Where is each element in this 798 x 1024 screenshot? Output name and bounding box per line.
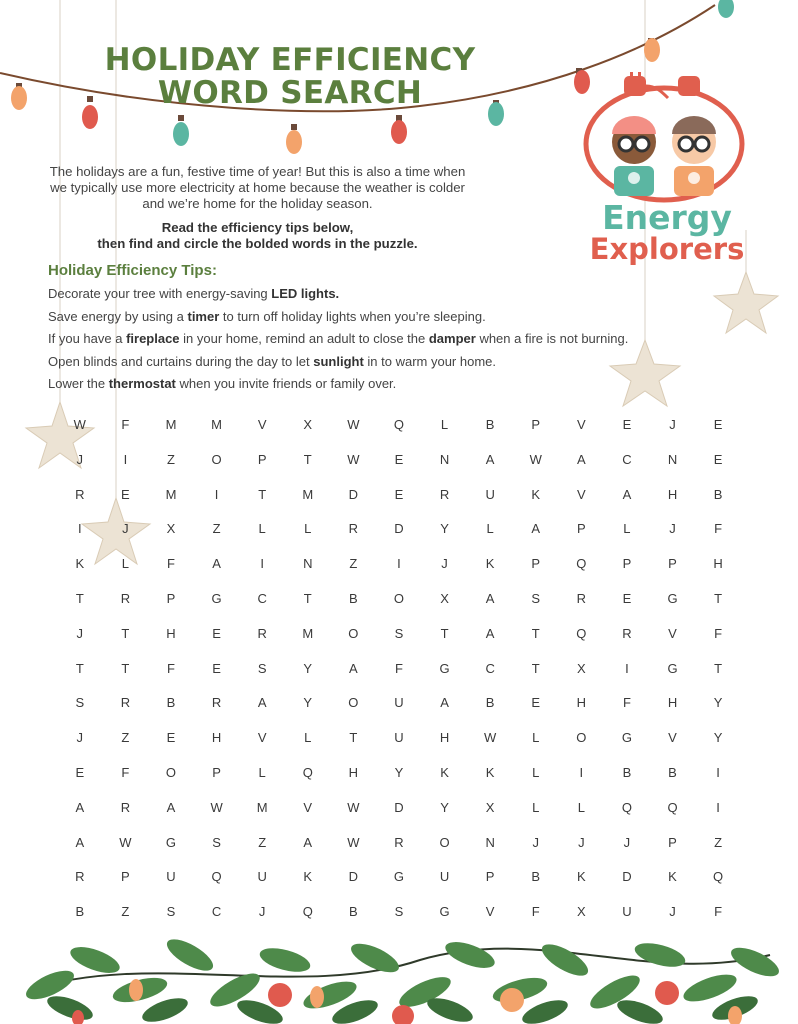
tip-item (48, 308, 748, 331)
grid-letter[interactable]: J (532, 834, 539, 850)
grid-letter[interactable]: C (211, 904, 222, 920)
grid-letter[interactable]: P (622, 556, 632, 572)
grid-letter[interactable]: A (622, 486, 632, 502)
grid-letter[interactable]: I (260, 556, 264, 572)
grid-letter[interactable]: E (212, 625, 221, 641)
grid-letter[interactable]: X (166, 521, 176, 537)
grid-letter[interactable]: W (484, 730, 497, 746)
grid-letter[interactable]: U (394, 730, 404, 746)
grid-row (57, 585, 741, 620)
grid-letter[interactable]: Z (349, 556, 358, 572)
grid-row (57, 515, 741, 550)
grid-letter[interactable]: L (304, 521, 312, 537)
grid-letter[interactable]: K (303, 869, 313, 885)
grid-row (57, 759, 741, 794)
plug-icon (624, 72, 700, 98)
tip-text: If you have a (48, 331, 127, 347)
grid-letter[interactable]: D (394, 799, 404, 815)
grid-letter[interactable]: A (75, 799, 85, 815)
grid-letter[interactable]: M (165, 486, 177, 502)
grid-letter[interactable]: T (75, 660, 84, 676)
instructions-line-2: then find and circle the bolded words in the puzzle. (97, 236, 418, 251)
grid-letter[interactable]: E (622, 417, 632, 432)
title-line-1: HOLIDAY EFFICIENCY (104, 42, 476, 78)
grid-letter[interactable]: Y (713, 730, 723, 746)
grid-letter[interactable]: Q (621, 799, 632, 815)
grid-row (57, 863, 741, 898)
grid-letter[interactable]: E (394, 486, 404, 502)
grid-letter[interactable]: E (212, 660, 221, 676)
grid-letter[interactable]: E (531, 695, 541, 711)
grid-letter[interactable]: J (623, 834, 631, 850)
grid-letter[interactable]: L (532, 799, 540, 815)
grid-letter[interactable]: G (165, 834, 177, 850)
grid-letter[interactable]: T (121, 660, 130, 676)
grid-letter[interactable]: U (485, 486, 495, 502)
grid-letter[interactable]: B (622, 764, 632, 780)
grid-letter[interactable]: W (529, 451, 542, 467)
grid-letter[interactable]: G (667, 590, 678, 606)
grid-letter[interactable]: Z (121, 904, 130, 920)
grid-letter[interactable]: O (165, 764, 177, 780)
grid-letter[interactable]: H (667, 695, 678, 711)
grid-letter[interactable]: W (210, 799, 223, 815)
grid-letter[interactable]: D (348, 869, 359, 885)
grid-letter[interactable]: V (668, 625, 677, 641)
grid-letter[interactable]: F (394, 660, 403, 676)
grid-letter[interactable]: M (302, 625, 314, 641)
tip-text: Save energy by using a (48, 308, 188, 324)
grid-letter[interactable]: B (531, 869, 541, 885)
grid-letter[interactable]: R (120, 590, 131, 606)
grid-letter[interactable]: I (123, 451, 128, 467)
grid-letter[interactable]: V (485, 904, 495, 920)
grid-letter[interactable]: B (713, 486, 723, 502)
grid-letter[interactable]: G (393, 869, 405, 885)
grid-letter[interactable]: N (485, 834, 495, 850)
grid-letter[interactable]: A (212, 556, 221, 572)
grid-letter[interactable]: S (394, 904, 404, 920)
grid-letter[interactable]: U (394, 695, 404, 711)
grid-letter[interactable]: G (621, 730, 632, 746)
grid-letter[interactable]: Y (440, 799, 449, 815)
tip-item (48, 375, 748, 398)
grid-letter[interactable]: R (576, 590, 587, 606)
grid-letter[interactable]: X (576, 660, 586, 676)
grid-letter[interactable]: V (257, 417, 267, 432)
grid-letter[interactable]: Y (394, 764, 404, 780)
tip-keyword: timer (187, 308, 220, 324)
grid-letter[interactable]: R (75, 486, 85, 502)
tip-keyword: thermostat (108, 376, 176, 392)
grid-letter[interactable]: H (211, 730, 222, 746)
grid-letter[interactable]: H (166, 625, 176, 641)
grid-letter[interactable]: G (667, 660, 678, 676)
grid-letter[interactable]: Q (302, 904, 313, 920)
grid-letter[interactable]: K (576, 869, 586, 885)
grid-letter[interactable]: L (258, 521, 266, 537)
grid-letter[interactable]: A (166, 799, 176, 815)
tip-text: when a fire is not burning. (475, 331, 629, 347)
grid-letter[interactable]: T (714, 590, 723, 606)
grid-row (57, 550, 741, 585)
grid-letter[interactable]: Q (713, 869, 724, 885)
grid-letter[interactable]: A (576, 451, 586, 467)
grid-letter[interactable]: T (531, 660, 540, 676)
grid-letter[interactable]: E (713, 451, 723, 467)
grid-letter[interactable]: B (485, 695, 495, 711)
grid-letter[interactable]: C (257, 590, 267, 606)
grid-letter[interactable]: R (120, 695, 131, 711)
grid-letter[interactable]: D (622, 869, 632, 885)
grid-letter[interactable]: E (121, 486, 130, 502)
grid-letter[interactable]: I (716, 799, 720, 815)
grid-letter[interactable]: J (441, 556, 448, 572)
grid-letter[interactable]: P (257, 451, 267, 467)
logo-text-explorers: Explorers (589, 232, 745, 266)
grid-letter[interactable]: B (166, 695, 176, 711)
grid-letter[interactable]: X (576, 904, 586, 920)
grid-letter[interactable]: T (349, 730, 358, 746)
grid-letter[interactable]: Y (713, 695, 723, 711)
intro-section (40, 164, 475, 252)
grid-letter[interactable]: S (257, 660, 267, 676)
grid-letter[interactable]: S (394, 625, 404, 641)
grid-letter[interactable]: O (576, 730, 587, 746)
grid-letter[interactable]: I (579, 764, 584, 780)
grid-letter[interactable]: P (668, 556, 677, 572)
grid-letter[interactable]: B (349, 590, 358, 606)
grid-letter[interactable]: V (576, 417, 586, 432)
grid-letter[interactable]: T (440, 625, 449, 641)
grid-letter[interactable]: Y (303, 660, 313, 676)
grid-letter[interactable]: K (485, 764, 495, 780)
grid-letter[interactable]: S (212, 834, 221, 850)
grid-letter[interactable]: I (397, 556, 401, 572)
grid-letter[interactable]: D (394, 521, 404, 537)
grid-letter[interactable]: H (439, 730, 450, 746)
grid-letter[interactable]: W (347, 451, 360, 467)
grid-letter[interactable]: T (303, 451, 312, 467)
tip-text: when you invite friends or family over. (175, 376, 397, 392)
grid-letter[interactable]: J (76, 625, 84, 641)
tip-keyword: LED lights. (271, 286, 340, 301)
grid-letter[interactable]: Z (212, 521, 221, 537)
tip-keyword: sunlight (313, 353, 364, 369)
grid-letter[interactable]: Y (303, 695, 313, 711)
grid-letter[interactable]: F (121, 764, 130, 780)
grid-row (57, 481, 741, 516)
grid-letter[interactable]: F (714, 625, 723, 641)
grid-letter[interactable]: B (75, 904, 85, 920)
grid-letter[interactable]: E (166, 730, 176, 746)
grid-letter[interactable]: F (622, 695, 631, 711)
grid-letter[interactable]: T (75, 590, 84, 606)
grid-letter[interactable]: F (167, 556, 175, 572)
grid-letter[interactable]: S (166, 904, 176, 920)
grid-letter[interactable]: N (303, 556, 313, 572)
tip-text: in your home, remind an adult to close the (179, 331, 429, 347)
grid-letter[interactable]: M (302, 486, 314, 502)
grid-letter[interactable]: X (303, 417, 313, 432)
grid-row (57, 411, 741, 446)
grid-letter[interactable]: Q (576, 625, 587, 641)
grid-letter[interactable]: U (257, 869, 267, 885)
grid-letter[interactable]: P (121, 869, 130, 885)
grid-letter[interactable]: I (214, 486, 219, 502)
grid-letter[interactable]: Z (714, 834, 723, 850)
grid-row (57, 689, 741, 724)
grid-letter[interactable]: M (211, 417, 222, 432)
grid-letter[interactable]: B (668, 764, 677, 780)
grid-letter[interactable]: A (531, 521, 541, 537)
grid-letter[interactable]: Z (258, 834, 267, 850)
grid-letter[interactable]: J (669, 417, 676, 432)
grid-letter[interactable]: N (439, 451, 450, 467)
grid-letter[interactable]: F (167, 660, 175, 676)
tips-heading: Holiday Efficiency Tips: (48, 262, 217, 279)
grid-letter[interactable]: T (303, 590, 312, 606)
grid-letter[interactable]: O (348, 625, 359, 641)
grid-letter[interactable]: A (485, 625, 495, 641)
grid-letter[interactable]: O (393, 590, 405, 606)
instructions (40, 220, 475, 252)
grid-letter[interactable]: H (713, 556, 723, 572)
grid-letter[interactable]: F (714, 904, 723, 920)
grid-letter[interactable]: L (577, 799, 585, 815)
grid-letter[interactable]: P (576, 521, 586, 537)
grid-letter[interactable]: M (165, 417, 177, 432)
grid-letter[interactable]: E (75, 764, 85, 780)
logo-text-energy: Energy (602, 198, 732, 237)
grid-letter[interactable]: C (622, 451, 632, 467)
tip-text: to turn off holiday lights when you’re sleeping. (219, 308, 486, 324)
grid-letter[interactable]: P (485, 869, 495, 885)
grid-letter[interactable]: H (667, 486, 678, 502)
page-title (70, 44, 510, 110)
grid-letter[interactable]: R (257, 625, 267, 641)
grid-row (57, 829, 741, 864)
grid-letter[interactable]: T (531, 625, 540, 641)
tip-text: Lower the (48, 376, 109, 392)
tips-list (48, 285, 748, 398)
grid-letter[interactable]: W (119, 834, 132, 850)
grid-letter[interactable]: K (440, 764, 449, 780)
grid-letter[interactable]: I (625, 660, 629, 676)
grid-letter[interactable]: I (77, 521, 82, 537)
grid-letter[interactable]: T (258, 486, 267, 502)
grid-letter[interactable]: U (439, 869, 450, 885)
grid-letter[interactable]: A (75, 834, 85, 850)
grid-row (57, 446, 741, 481)
grid-letter[interactable]: S (75, 695, 85, 711)
grid-letter[interactable]: K (75, 556, 85, 572)
tip-keyword: fireplace (126, 331, 180, 347)
grid-letter[interactable]: Y (440, 521, 449, 537)
grid-letter[interactable]: R (211, 695, 222, 711)
grid-letter[interactable]: Q (302, 764, 313, 780)
grid-letter[interactable]: J (122, 521, 129, 537)
grid-letter[interactable]: L (440, 417, 449, 432)
grid-letter[interactable]: L (532, 730, 540, 746)
grid-letter[interactable]: J (578, 834, 585, 850)
grid-row (57, 724, 741, 759)
grid-letter[interactable]: Z (167, 451, 175, 467)
grid-letter[interactable]: K (531, 486, 541, 502)
grid-letter[interactable]: H (576, 695, 587, 711)
grid-letter[interactable]: R (622, 625, 632, 641)
grid-letter[interactable]: V (668, 730, 677, 746)
grid-letter[interactable]: R (348, 521, 359, 537)
grid-letter[interactable]: K (485, 556, 495, 572)
grid-letter[interactable]: P (531, 556, 541, 572)
instructions-line-1: Read the efficiency tips below, (161, 220, 354, 235)
grid-letter[interactable]: W (73, 417, 86, 432)
grid-letter[interactable]: V (576, 486, 586, 502)
grid-letter[interactable]: R (439, 486, 450, 502)
tip-keyword: damper (428, 331, 476, 347)
grid-letter[interactable]: L (258, 764, 266, 780)
grid-letter[interactable]: R (75, 869, 85, 885)
garland-icon (22, 933, 783, 1024)
grid-letter[interactable]: L (121, 556, 129, 572)
grid-row (57, 620, 741, 655)
grid-letter[interactable]: A (349, 660, 358, 676)
grid-letter[interactable]: W (347, 834, 360, 850)
grid-letter[interactable]: L (486, 521, 494, 537)
grid-letter[interactable]: Q (576, 556, 587, 572)
grid-letter[interactable]: U (622, 904, 632, 920)
grid-letter[interactable]: P (166, 590, 176, 606)
grid-letter[interactable]: F (121, 417, 130, 432)
grid-letter[interactable]: J (669, 904, 676, 920)
intro-paragraph: The holidays are a fun, festive time of year! But this is also a time when we typically use more electricity at home because the weather is colder and we’re home for the holiday season. (49, 164, 466, 211)
grid-letter[interactable]: X (485, 799, 495, 815)
grid-letter[interactable]: V (303, 799, 313, 815)
tip-item (48, 330, 748, 353)
grid-row (57, 898, 741, 933)
grid-letter[interactable]: I (716, 764, 720, 780)
word-search-grid (57, 411, 741, 933)
grid-letter[interactable]: C (485, 660, 495, 676)
grid-letter[interactable]: A (485, 451, 495, 467)
grid-letter[interactable]: X (440, 590, 449, 606)
grid-letter[interactable]: L (623, 521, 631, 537)
grid-letter[interactable]: J (76, 730, 84, 746)
tip-item (48, 285, 748, 308)
grid-letter[interactable]: F (714, 521, 723, 537)
grid-letter[interactable]: L (304, 730, 312, 746)
tip-text: Open blinds and curtains during the day to let (48, 353, 314, 369)
grid-letter[interactable]: G (211, 590, 222, 606)
grid-letter[interactable]: J (76, 451, 84, 467)
grid-letter[interactable]: O (211, 451, 222, 467)
tip-text: Decorate your tree with energy-saving (48, 286, 272, 301)
grid-letter[interactable]: B (485, 417, 495, 432)
grid-letter[interactable]: A (303, 834, 313, 850)
grid-letter[interactable]: J (669, 521, 676, 537)
grid-letter[interactable]: P (531, 417, 541, 432)
grid-letter[interactable]: A (257, 695, 267, 711)
grid-letter[interactable]: P (212, 764, 221, 780)
tip-text: in to warm your home. (363, 353, 496, 369)
grid-letter[interactable]: T (714, 660, 723, 676)
grid-letter[interactable]: G (439, 904, 450, 920)
grid-letter[interactable]: T (121, 625, 130, 641)
grid-letter[interactable]: D (348, 486, 359, 502)
title-line-2: WORD SEARCH (157, 75, 423, 111)
grid-letter[interactable]: A (440, 695, 449, 711)
grid-letter[interactable]: B (349, 904, 358, 920)
grid-letter[interactable]: O (439, 834, 450, 850)
grid-letter[interactable]: G (439, 660, 450, 676)
grid-row (57, 655, 741, 690)
grid-letter[interactable]: E (394, 451, 404, 467)
grid-letter[interactable]: E (622, 590, 632, 606)
grid-letter[interactable]: U (166, 869, 176, 885)
grid-letter[interactable]: H (348, 764, 359, 780)
grid-letter[interactable]: S (531, 590, 541, 606)
grid-letter[interactable]: K (668, 869, 677, 885)
grid-letter[interactable]: A (485, 590, 495, 606)
grid-letter[interactable]: R (120, 799, 131, 815)
grid-letter[interactable]: W (347, 799, 360, 815)
grid-letter[interactable]: O (348, 695, 359, 711)
grid-letter[interactable]: J (258, 904, 266, 920)
grid-letter[interactable]: Q (393, 417, 405, 432)
grid-letter[interactable]: L (532, 764, 540, 780)
grid-letter[interactable]: P (668, 834, 677, 850)
grid-letter[interactable]: F (531, 904, 540, 920)
grid-letter[interactable]: Z (121, 730, 130, 746)
grid-letter[interactable]: M (256, 799, 268, 815)
tip-item (48, 353, 748, 376)
grid-letter[interactable]: N (667, 451, 678, 467)
grid-letter[interactable]: V (257, 730, 267, 746)
grid-letter[interactable]: Q (667, 799, 678, 815)
grid-letter[interactable]: W (347, 417, 360, 432)
grid-letter[interactable]: E (713, 417, 723, 432)
grid-letter[interactable]: Q (211, 869, 222, 885)
grid-letter[interactable]: R (394, 834, 404, 850)
grid-row (57, 794, 741, 829)
